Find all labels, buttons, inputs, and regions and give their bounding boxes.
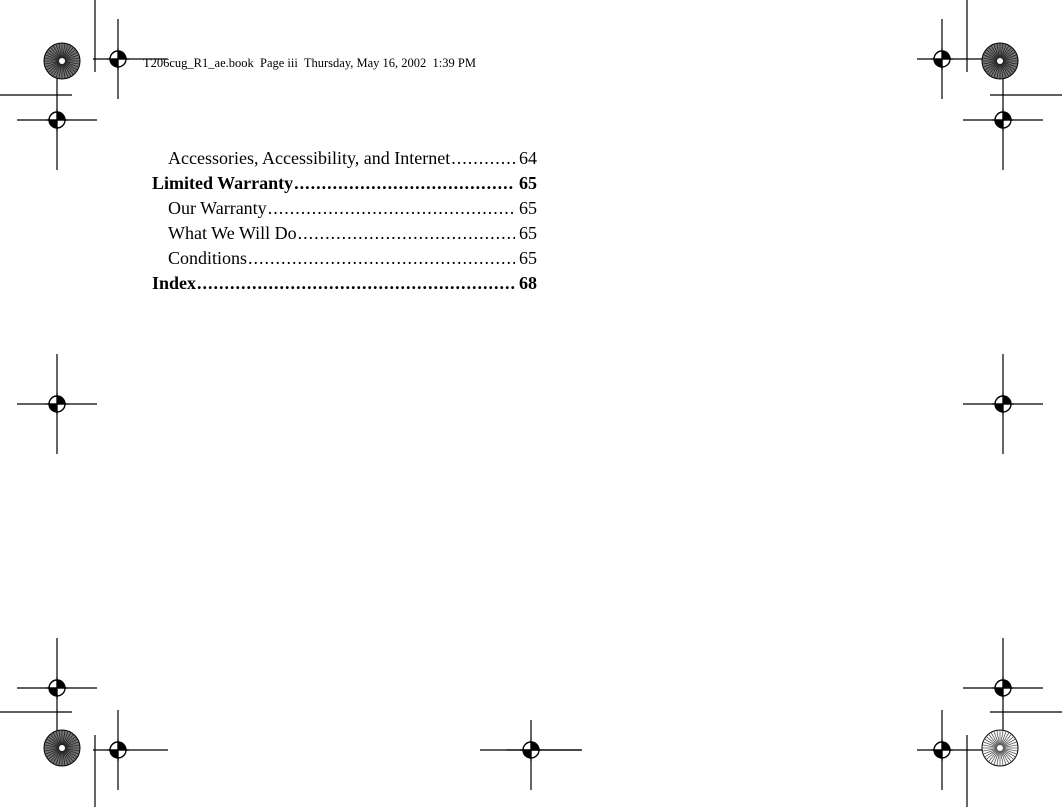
starburst-icon xyxy=(982,730,1018,766)
registration-target-icon xyxy=(46,393,68,415)
table-of-contents xyxy=(152,146,537,296)
toc-entry-page: 65 xyxy=(519,223,537,243)
toc-entry-label: Accessories, Accessibility, and Internet xyxy=(168,148,451,168)
toc-entry-what-we-will-do[interactable] xyxy=(152,221,537,246)
toc-entry-our-warranty[interactable] xyxy=(152,196,537,221)
toc-entry-conditions[interactable] xyxy=(152,246,537,271)
toc-entry-label: Our Warranty xyxy=(168,198,267,218)
starburst-icon xyxy=(44,730,80,766)
toc-entry-label: What We Will Do xyxy=(168,223,297,243)
toc-entry-accessories[interactable] xyxy=(152,146,537,171)
toc-entry-page: 65 xyxy=(519,198,537,218)
registration-target-icon xyxy=(46,109,68,131)
leader-dots xyxy=(248,246,515,271)
toc-entry-index[interactable] xyxy=(152,271,537,296)
registration-target-icon xyxy=(992,393,1014,415)
slug-line: T206cug_R1_ae.book Page iii Thursday, May 16, 2002 1:39 PM xyxy=(143,56,476,70)
toc-entry-page: 68 xyxy=(519,273,537,293)
toc-entry-label: Index xyxy=(152,273,197,293)
leader-dots xyxy=(294,171,515,196)
leader-dots xyxy=(268,196,515,221)
registration-target-icon xyxy=(992,677,1014,699)
registration-target-icon xyxy=(931,739,953,761)
leader-dots xyxy=(298,221,515,246)
toc-entry-page: 65 xyxy=(519,173,537,193)
registration-target-icon xyxy=(46,677,68,699)
starburst-icon xyxy=(982,43,1018,79)
toc-entry-page: 64 xyxy=(519,148,537,168)
leader-dots xyxy=(451,146,515,171)
leader-dots xyxy=(197,271,515,296)
registration-target-icon xyxy=(107,739,129,761)
registration-target-icon xyxy=(992,109,1014,131)
toc-entry-label: Limited Warranty xyxy=(152,173,294,193)
toc-entry-page: 65 xyxy=(519,248,537,268)
starburst-icon xyxy=(44,43,80,79)
toc-entry-limited-warranty[interactable] xyxy=(152,171,537,196)
registration-target-icon xyxy=(107,48,129,70)
toc-entry-label: Conditions xyxy=(168,248,248,268)
registration-target-icon xyxy=(931,48,953,70)
